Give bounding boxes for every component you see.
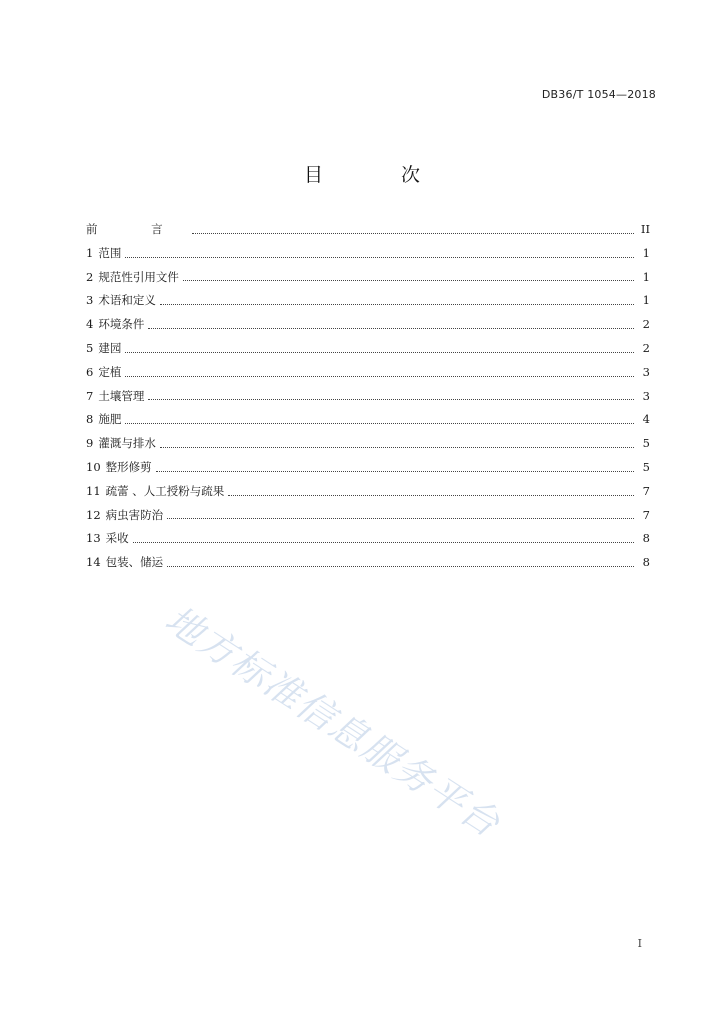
toc-entry-page: 8 — [642, 555, 650, 570]
toc-leader-dots — [125, 248, 634, 260]
toc-entry-page: 3 — [642, 364, 650, 379]
toc-title: 目 次 — [303, 164, 457, 186]
toc-entry-label: 范围 — [98, 245, 122, 260]
page-number: I — [637, 937, 642, 950]
toc-entry-number: 11 — [86, 483, 101, 498]
toc-entry-page: 5 — [642, 436, 650, 451]
toc-entry-number: 5 — [86, 340, 94, 355]
toc-entry-number: 7 — [86, 388, 94, 403]
toc-leader-dots — [160, 295, 634, 307]
toc-entry-page: 5 — [642, 459, 650, 474]
toc-leader-dots — [167, 509, 634, 521]
toc-entry-label: 定植 — [98, 364, 122, 379]
toc-entry-number: 9 — [86, 436, 94, 451]
document-code: DB36/T 1054—2018 — [541, 88, 656, 101]
table-of-contents — [86, 218, 650, 575]
toc-leader-dots — [160, 438, 634, 450]
toc-entry-label: 建园 — [98, 340, 122, 355]
toc-entry-number: 2 — [86, 269, 94, 284]
toc-entry-label: 采收 — [105, 531, 129, 546]
toc-entry-12[interactable] — [86, 504, 650, 528]
toc-entry-label: 环境条件 — [98, 317, 145, 332]
toc-entry-14[interactable] — [86, 551, 650, 575]
toc-entry-page: 3 — [642, 388, 650, 403]
watermark-text: 地方标准信息服务平台 — [157, 597, 509, 847]
toc-entry-3[interactable] — [86, 289, 650, 313]
toc-entry-label: 病虫害防治 — [105, 507, 164, 522]
toc-entry-label: 规范性引用文件 — [98, 269, 179, 284]
toc-entry-label: 施肥 — [98, 412, 122, 427]
toc-entry-label: 整形修剪 — [105, 459, 152, 474]
toc-leader-dots — [183, 271, 634, 283]
toc-entry-label: 疏蕾 、人工授粉与疏果 — [105, 483, 225, 498]
toc-entry-page: 1 — [642, 293, 650, 308]
toc-leader-dots — [133, 533, 634, 545]
toc-leader-dots — [192, 224, 634, 236]
toc-entry-number: 12 — [86, 507, 101, 522]
toc-entry-label: 包装、储运 — [105, 555, 164, 570]
toc-entry-7[interactable] — [86, 385, 650, 409]
toc-leader-dots — [156, 462, 634, 474]
toc-entry-page: 2 — [642, 340, 650, 355]
toc-entry-8[interactable] — [86, 408, 650, 432]
toc-entry-2[interactable] — [86, 266, 650, 290]
toc-entry-5[interactable] — [86, 337, 650, 361]
toc-entry-label: 灌溉与排水 — [98, 436, 156, 451]
toc-entry-number: 6 — [86, 364, 94, 379]
toc-entry-6[interactable] — [86, 361, 650, 385]
toc-entry-page: II — [640, 222, 650, 236]
toc-entry-number: 4 — [86, 317, 94, 332]
toc-entry-4[interactable] — [86, 313, 650, 337]
toc-entry-page: 7 — [642, 507, 650, 522]
toc-entry-number: 13 — [86, 531, 101, 546]
toc-entry-number: 10 — [86, 459, 101, 474]
toc-entry-page: 1 — [642, 245, 650, 260]
toc-entry-label: 前 言 — [86, 222, 188, 236]
toc-entry-9[interactable] — [86, 432, 650, 456]
toc-entry-page: 2 — [642, 317, 650, 332]
toc-entry-label: 土壤管理 — [98, 388, 145, 403]
toc-entry-page: 7 — [642, 483, 650, 498]
toc-leader-dots — [148, 390, 634, 402]
toc-entry-foreword[interactable] — [86, 218, 650, 242]
toc-leader-dots — [125, 367, 634, 379]
toc-leader-dots — [125, 343, 634, 355]
toc-entry-number: 3 — [86, 293, 94, 308]
toc-entry-page: 4 — [642, 412, 650, 427]
toc-entry-page: 8 — [642, 531, 650, 546]
toc-entry-number: 8 — [86, 412, 94, 427]
toc-entry-13[interactable] — [86, 527, 650, 551]
toc-leader-dots — [148, 319, 634, 331]
toc-entry-label: 术语和定义 — [98, 293, 156, 308]
toc-leader-dots — [228, 486, 634, 498]
toc-entry-number: 14 — [86, 555, 101, 570]
toc-entry-10[interactable] — [86, 456, 650, 480]
toc-entry-1[interactable] — [86, 242, 650, 266]
toc-leader-dots — [167, 557, 634, 569]
toc-leader-dots — [125, 414, 634, 426]
toc-entry-11[interactable] — [86, 480, 650, 504]
toc-entry-number: 1 — [86, 245, 94, 260]
toc-entry-page: 1 — [642, 269, 650, 284]
